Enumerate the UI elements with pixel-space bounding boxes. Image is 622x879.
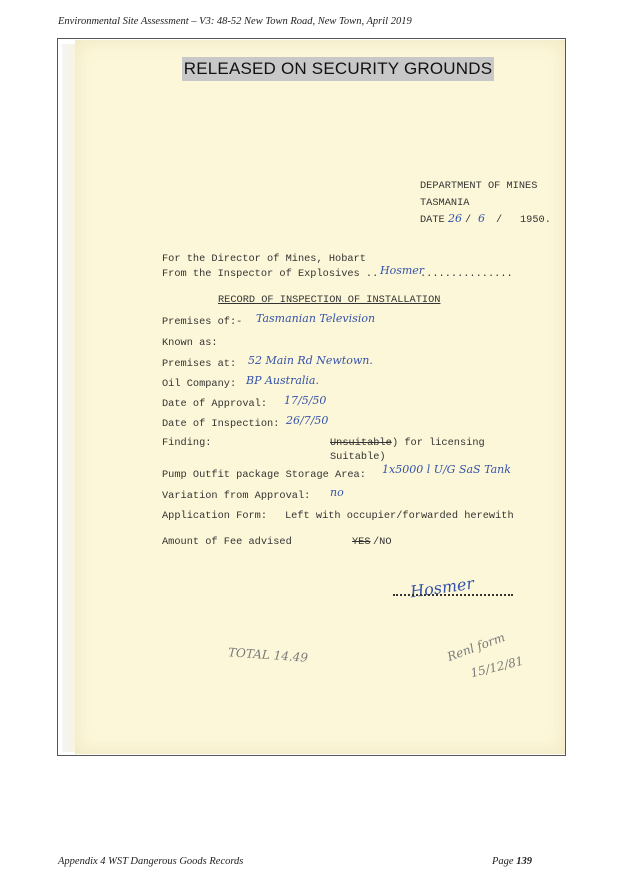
- premises-of-label: Premises of:-: [162, 316, 243, 328]
- date-inspection-value: 26/7/50: [286, 414, 329, 427]
- signature: Hosmer: [408, 573, 476, 602]
- from-value: Hosmer: [380, 264, 425, 277]
- date-month: 6: [478, 212, 485, 225]
- fee-no: /NO: [373, 536, 392, 548]
- department-line2: TASMANIA: [420, 197, 470, 209]
- application-value: Left with occupier/forwarded herewith: [285, 510, 514, 522]
- date-approval-value: 17/5/50: [284, 394, 327, 407]
- page-label: Page: [492, 856, 517, 867]
- finding-label: Finding:: [162, 437, 212, 449]
- oil-company-label: Oil Company:: [162, 378, 237, 390]
- pencil-note-line2: 15/12/81: [469, 653, 525, 681]
- date-day: 26: [448, 212, 462, 225]
- from-label: From the Inspector of Explosives ..: [162, 268, 379, 280]
- variation-label: Variation from Approval:: [162, 490, 311, 502]
- oil-company-value: BP Australia.: [246, 374, 319, 387]
- from-dots: ...............: [420, 268, 513, 280]
- page-header: Environmental Site Assessment – V3: 48-52 New Town Road, New Town, April 2019: [58, 16, 412, 27]
- known-as-label: Known as:: [162, 337, 218, 349]
- date-year: 1950.: [520, 214, 551, 226]
- to-line: For the Director of Mines, Hobart: [162, 253, 366, 265]
- fee-yes: YES: [352, 536, 371, 548]
- date-inspection-label: Date of Inspection:: [162, 418, 280, 430]
- premises-at-label: Premises at:: [162, 358, 237, 370]
- pump-label: Pump Outfit package Storage Area:: [162, 469, 366, 481]
- variation-value: no: [330, 486, 344, 499]
- finding-suitable: Suitable): [330, 451, 386, 463]
- date-sep2: /: [496, 214, 503, 226]
- page-footer-right: [492, 856, 532, 867]
- fee-label: Amount of Fee advised: [162, 536, 292, 548]
- pump-value: 1x5000 l U/G SaS Tank: [382, 463, 511, 476]
- premises-at-value: 52 Main Rd Newtown.: [248, 354, 373, 367]
- finding-for-licensing: ) for licensing: [392, 437, 485, 449]
- signature-line: [393, 594, 513, 596]
- finding-unsuitable: Unsuitable: [330, 437, 392, 449]
- page-footer-left: Appendix 4 WST Dangerous Goods Records: [58, 856, 244, 867]
- premises-of-value: Tasmanian Television: [256, 312, 376, 325]
- pencil-note-line1: Renl form: [445, 630, 507, 664]
- form-title: RECORD OF INSPECTION OF INSTALLATION: [218, 294, 441, 306]
- security-banner: RELEASED ON SECURITY GROUNDS: [182, 57, 494, 81]
- pencil-total: TOTAL 14.49: [227, 645, 309, 665]
- date-label: DATE: [420, 214, 445, 226]
- date-approval-label: Date of Approval:: [162, 398, 268, 410]
- date-sep1: /: [465, 214, 472, 226]
- page-number: 139: [516, 856, 532, 867]
- department-line1: DEPARTMENT OF MINES: [420, 180, 538, 192]
- application-label: Application Form:: [162, 510, 268, 522]
